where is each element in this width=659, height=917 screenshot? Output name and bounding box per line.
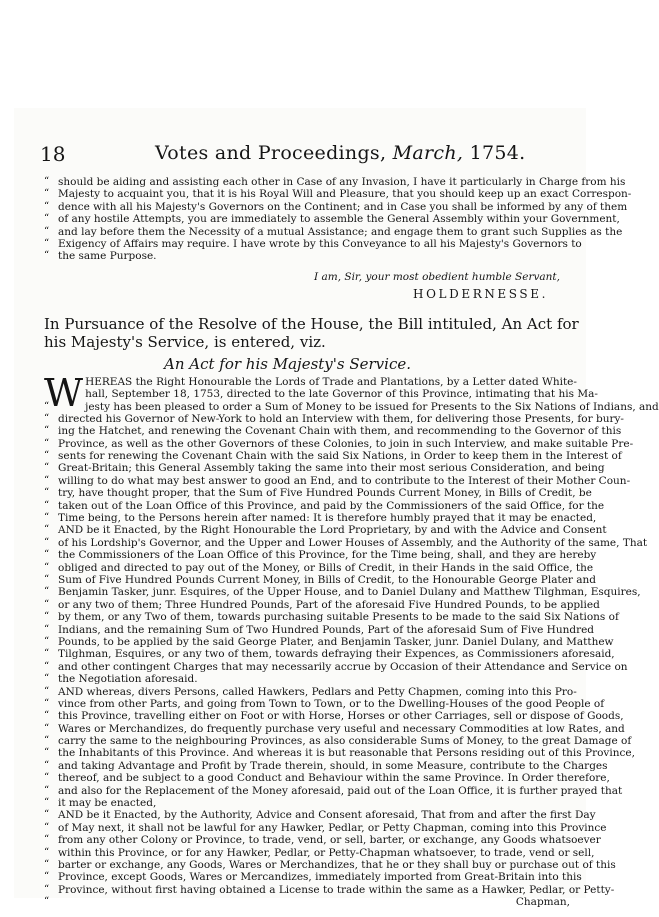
act-line: “ and also for the Replacement of the Money aforesaid, paid out of the Loan Office, it is further prayed that [44, 785, 576, 797]
act-line: “ this Province, travelling either on Foot or with Horse, Horses or other Carriages, sell or dispose of Goods, [44, 710, 576, 722]
title-year: 1754. [469, 142, 526, 164]
act-line: “ Benjamin Tasker, junr. Esquires, of the Upper House, and to Daniel Dulany and Matthew Tilghman, Esquires, [44, 586, 576, 598]
act-line: “ of his Lordship's Governor, and the Upper and Lower Houses of Assembly, and the Authority of the same, That [44, 537, 576, 549]
act-line: “ AND be it Enacted, by the Authority, Advice and Consent aforesaid, That from and after the first Day [44, 809, 576, 821]
act-line: “ by them, or any Two of them, towards purchasing suitable Presents to be made to the said Six Nations of [44, 611, 576, 623]
act-line: “ Chapman, [44, 896, 576, 908]
letter-signoff: I am, Sir, your most obedient humble Servant, [314, 270, 560, 283]
pursuance-heading [44, 314, 579, 351]
pursuance-line: his Majesty's Service, is entered, viz. [44, 332, 326, 351]
letter-line: “ Exigency of Affairs may require. I have wrote by this Conveyance to all his Majesty's Governors to [44, 238, 576, 250]
act-line: “ jesty has been pleased to order a Sum of Money to be issued for Presents to the Six Nations of Indians, and [44, 401, 576, 413]
act-line: “ Tilghman, Esquires, or any two of them, towards defraying their Expences, as Commissioners aforesaid, [44, 648, 576, 660]
act-line: “ Pounds, to be applied by the said George Plater, and Benjamin Tasker, junr. Daniel Dulany, and Matthew [44, 636, 576, 648]
act-line: “ the Commissioners of the Loan Office of this Province, for the Time being, shall, and they are hereby [44, 549, 576, 561]
act-line: “ AND whereas, divers Persons, called Hawkers, Pedlars and Petty Chapmen, coming into this Pro- [44, 686, 576, 698]
act-line: “ vince from other Parts, and going from Town to Town, or to the Dwelling-Houses of the good People of [44, 698, 576, 710]
act-line: HEREAS the Right Honourable the Lords of Trade and Plantations, by a Letter dated White- [85, 375, 577, 388]
act-line: “ the Inhabitants of this Province. And whereas it is but reasonable that Persons residing out of this Province, [44, 747, 576, 759]
act-line: “ the Negotiation aforesaid. [44, 673, 576, 685]
act-line: “ Sum of Five Hundred Pounds Current Money, in Bills of Credit, to the Honourable George Plater and [44, 574, 576, 586]
letter-line: “ the same Purpose. [44, 250, 576, 262]
letter-section [44, 176, 632, 301]
act-line: “ thereof, and be subject to a good Conduct and Behaviour within the same Province. In Order therefore, [44, 772, 576, 784]
letter-line: “ should be aiding and assisting each other in Case of any Invasion, I have it particularly in Charge from his [44, 176, 576, 188]
running-title [155, 142, 526, 164]
page-header [40, 142, 580, 168]
act-line: “ from any other Colony or Province, to trade, vend, or sell, barter, or exchange, any Goods whatsoever [44, 834, 576, 846]
act-line: “ Province, as well as the other Governors of these Colonies, to join in such Interview, and make suitable Pre- [44, 438, 576, 450]
act-line: “ Province, without first having obtained a License to trade within the same as a Hawker, Pedlar, or Petty- [44, 884, 576, 896]
act-line: hall, September 18, 1753, directed to the late Governor of this Province, intimating that his Ma- [85, 388, 598, 401]
act-line: “ carry the same to the neighbouring Provinces, as also considerable Sums of Money, to the great Damage of [44, 735, 576, 747]
act-line: “ willing to do what may best answer to good an End, and to contribute to the Interest of their Mother Coun- [44, 475, 576, 487]
act-line: “ and taking Advantage and Profit by Trade therein, should, in some Measure, contribute to the Charges [44, 760, 576, 772]
pursuance-line: In Pursuance of the Resolve of the House, the Bill intituled, An Act for [44, 314, 579, 333]
title-prefix: Votes and Proceedings, [155, 142, 387, 164]
title-month: March, [392, 142, 464, 164]
act-line: “ of May next, it shall not be lawful for any Hawker, Pedlar, or Petty Chapman, coming into this Province [44, 822, 576, 834]
act-line: “ ing the Hatchet, and renewing the Covenant Chain with them, and recommending to the Governor of this [44, 425, 576, 437]
letter-line: “ Majesty to acquaint you, that it is his Royal Will and Pleasure, that you should keep up an exact Correspon- [44, 188, 576, 200]
act-line: “ barter or exchange, any Goods, Wares or Merchandizes, that he or they shall buy or purchase out of this [44, 859, 576, 871]
act-line: “ Province, except Goods, Wares or Mercandizes, immediately imported from Great-Britain into this [44, 871, 576, 883]
act-line: “ taken out of the Loan Office of this Province, and paid by the Commissioners of the said Office, for the [44, 500, 576, 512]
act-line: “ try, have thought proper, that the Sum of Five Hundred Pounds Current Money, in Bills of Credit, be [44, 487, 576, 499]
act-line: “ sents for renewing the Covenant Chain with the said Six Nations, in Order to keep them in the Interest of [44, 450, 576, 462]
act-line: “ it may be enacted, [44, 797, 576, 809]
page-number: 18 [40, 142, 66, 166]
act-line: “ Indians, and the remaining Sum of Two Hundred Pounds, Part of the aforesaid Sum of Five Hundred [44, 624, 576, 636]
act-line: “ and other contingent Charges that may necessarily accrue by Occasion of their Attendance and Service on [44, 661, 576, 673]
act-line: “ or any two of them; Three Hundred Pounds, Part of the aforesaid Five Hundred Pounds, to be applied [44, 599, 576, 611]
act-line: “ obliged and directed to pay out of the Money, or Bills of Credit, in their Hands in the said Office, the [44, 562, 576, 574]
letter-line: “ and lay before them the Necessity of a mutual Assistance; and engage them to grant such Supplies as the [44, 226, 576, 238]
drop-cap: W [44, 370, 84, 415]
page-body [44, 176, 659, 909]
letter-line: “ dence with all his Majesty's Governors on the Continent; and in Case you shall be informed by any of them [44, 201, 576, 213]
act-line: “ Great-Britain; this General Assembly taking the same into their most serious Consideration, and being [44, 462, 576, 474]
act-line: “ Wares or Merchandizes, do frequently purchase very useful and necessary Commodities at low Rates, and [44, 723, 576, 735]
act-line: “ Time being, to the Persons herein after named: It is therefore humbly prayed that it may be enacted, [44, 512, 576, 524]
letter-signature: HOLDERNESSE. [413, 286, 548, 301]
act-title: An Act for his Majesty's Service. [164, 354, 411, 373]
letter-line: “ of any hostile Attempts, you are immediately to assemble the General Assembly within your Government, [44, 213, 576, 225]
act-line: “ directed his Governor of New-York to hold an Interview with them, for delivering those Presents, for bury- [44, 413, 576, 425]
act-line: “ within this Province, or for any Hawker, Pedlar, or Petty-Chapman whatsoever, to trade, vend or sell, [44, 847, 576, 859]
act-line: “ AND be it Enacted, by the Right Honourable the Lord Proprietary, by and with the Advice and Consent [44, 524, 576, 536]
act-text [44, 370, 659, 909]
